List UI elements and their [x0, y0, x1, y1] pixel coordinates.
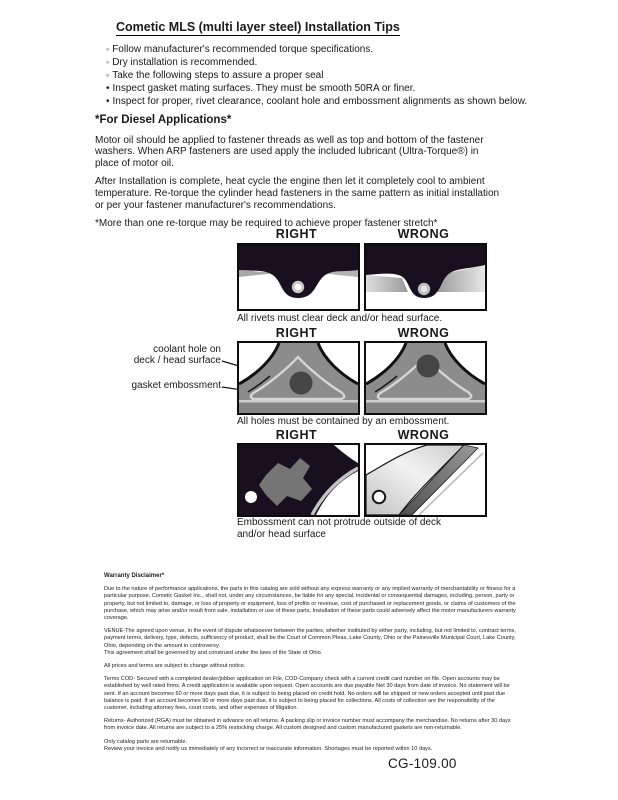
- warranty-disclaimer-heading: Warranty Disclaimer*: [104, 573, 165, 579]
- returnable-line: Only catalog parts are returnable.: [104, 738, 188, 745]
- tips-bullet-list: [106, 43, 536, 82]
- wrong-label: WRONG: [397, 326, 450, 340]
- protrusion-wrong-illustration: [366, 445, 485, 515]
- coolant-hole-callout: [118, 344, 221, 366]
- legal-section: [104, 573, 520, 753]
- diesel-heading: *For Diesel Applications*: [95, 114, 232, 126]
- gasket-embossment-callout: gasket embossment: [131, 380, 221, 391]
- wrong-label: WRONG: [397, 227, 450, 241]
- right-label: RIGHT: [275, 227, 318, 241]
- diesel-note: *More than one re-torque may be required to achieve proper fastener stretch*: [95, 218, 438, 230]
- rivet-wrong-diagram: [364, 243, 487, 311]
- tips-sub-bullet-list: [106, 82, 536, 108]
- caption-line: and/or head surface: [237, 529, 326, 540]
- protrusion-caption: [237, 517, 497, 541]
- rivet-right-diagram: [237, 243, 360, 311]
- embossment-wrong-illustration: [366, 343, 485, 413]
- protrusion-right-diagram: [237, 443, 360, 517]
- tip-item: ◦ Follow manufacturer's recommended torque specifications.: [106, 43, 536, 56]
- warranty-paragraph: Due to the nature of performance applications, the parts in this catalog are sold without any express warranty or any implied warranty of merchantability or fitness for a particular purpose. Cometic Gasket Inc., shall not, under any circumstances, be liable for any special, incidental or consequential damages, including, person, party or property, but not limited to, damage, or loss of property or equipment, loss of profits or revenue, cost of purchased or replacement goods, or claims of customers of the purchase, which may arise and/or result from sale, installation or use of these parts. Installation of these parts could adversely affect the motor manufacturers warranty coverage.: [104, 586, 516, 622]
- governing-law-line: This agreement shall be governed by and construed under the laws of the State of Ohio.: [104, 649, 323, 656]
- embossment-right-illustration: [239, 343, 358, 413]
- prices-line: All prices and terms are subject to change without notice.: [104, 663, 246, 670]
- caption-line: Embossment can not protrude outside of deck: [237, 517, 442, 528]
- right-label: RIGHT: [275, 428, 318, 442]
- diesel-applications-section: [95, 115, 505, 237]
- protrusion-wrong-diagram: [364, 443, 487, 517]
- tip-sub-item: • Inspect for proper, rivet clearance, coolant hole and embossment alignments as shown below.: [106, 95, 536, 108]
- rivet-wrong-illustration: [366, 245, 485, 309]
- review-line: Review your invoice and notify us immediately of any incorrect or inaccurate information. Shortages must be reported within 10 days.: [104, 745, 433, 752]
- holes-caption: All holes must be contained by an embossment.: [237, 416, 450, 427]
- rivet-right-illustration: [239, 245, 358, 309]
- terms-paragraph: Terms COD- Secured with a completed dealer/jobber application on File, COD-Company check with a current credit card number on file. Open accounts may be established by well rated firms. A credit application is available upon request. Open accounts are due payable Net 30 days from date of invoice. No statement will be sent. If an account becomes 60 or more days past due, it is subject to being placed on credit hold. No orders will be shipped or new orders accepted until past due balance is paid. If an account becomes 90 or more days past due, it is subject to being placed for collections. All costs of collection are the responsibility of the customer, including attorney fees, court costs, and other expenses of litigation.: [104, 676, 510, 712]
- tip-item: ◦ Take the following steps to assure a proper seal: [106, 69, 536, 82]
- page-title: Cometic MLS (multi layer steel) Installation Tips: [116, 20, 400, 34]
- protrusion-right-illustration: [239, 445, 358, 515]
- embossment-wrong-diagram: [364, 341, 487, 415]
- right-label: RIGHT: [275, 326, 318, 340]
- tip-sub-item: • Inspect gasket mating surfaces. They must be smooth 50RA or finer.: [106, 82, 536, 95]
- embossment-right-diagram: [237, 341, 360, 415]
- diesel-paragraph: Motor oil should be applied to fastener threads as well as top and bottom of the fastener washers. When ARP fasteners are used apply the included lubricant (Ultra-Torque®) in place of motor oil.: [95, 134, 484, 169]
- returns-paragraph: Returns- Authorized (RGA) must be obtained in advance on all returns. A packing slip or invoice number must accompany the merchandise. No returns after 30 days from invoice date. All returns are subject to a 25% restocking charge. All custom designed and custom manufactured gaskets are non-returnable.: [104, 718, 511, 732]
- rivet-caption: All rivets must clear deck and/or head surface.: [237, 313, 443, 324]
- callout-line: coolant hole on: [153, 344, 221, 355]
- wrong-label: WRONG: [397, 428, 450, 442]
- page-code: CG-109.00: [388, 756, 457, 771]
- diesel-paragraph: After Installation is complete, heat cycle the engine then let it completely cool to ambient temperature. Re-torque the cylinder head fasteners in the same pattern as initial installation or per your fastener manufacturer's recommendations.: [95, 176, 500, 211]
- venue-paragraph: VENUE-The agreed upon venue, in the event of dispute whatsoever between the parties, whether instituted by either party, including, but not limited to, contract terms, payment terms, delivery, type, defects, sufficiency of product, shall be the Court of Common Pleas, Lake County, Ohio or the Painesville Municipal Court, Lake County, Ohio, depending on the amount in controversy.: [104, 628, 516, 649]
- tip-item: ◦ Dry installation is recommended.: [106, 56, 536, 69]
- callout-line: deck / head surface: [133, 355, 221, 366]
- installation-tips-list: [106, 43, 536, 108]
